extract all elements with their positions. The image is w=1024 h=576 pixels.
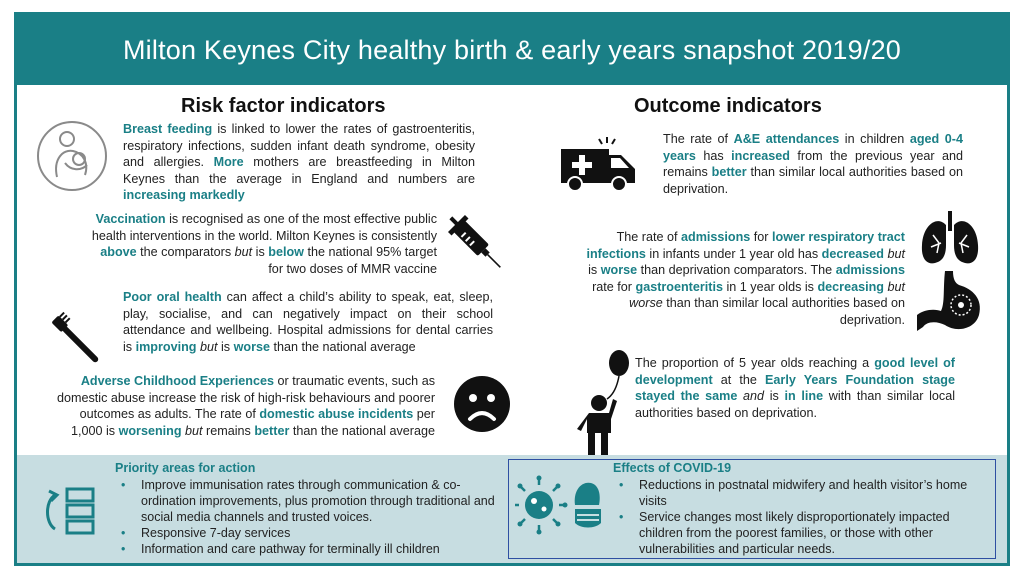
child-balloon-icon [573,347,635,457]
list-item: • Responsive 7-day services [115,525,499,541]
action-list-icon [39,483,99,541]
header-banner [17,15,1007,85]
list-item: • Reductions in postnatal midwifery and health visitor’s home visits [613,477,989,509]
virus-mask-icon [515,475,603,535]
list-item: • Service changes most likely disproportionately impacted children from the poorest families, or those with other vulnerabilities and particular needs. [613,509,989,557]
ace-text: Adverse Childhood Experiences or traumatic events, such as domestic abuse increase the risk of high-risk behaviours and poorer outcomes as adults. The rate of domestic abuse incidents per 1,000 is worsening but remains better than the national average [57,374,436,438]
lungs-icon [919,211,981,267]
breastfeeding-text: Breast feeding is linked to lower the rates of gastroenteritis, respiratory infections, sudden infant death syndrome, obesity and allergies. More mothers are breastfeeding in Milton Keynes than the average in England and numbers are increasing markedly [123,122,475,203]
vaccination-text: Vaccination is recognised as one of the most effective public health interventions in the world. Milton Keynes is consistently above the comparators but is below the national 95% target for two doses of MMR vaccine [91,212,437,276]
risk-section-title: Risk factor indicators [181,95,386,117]
covid-title: Effects of COVID-19 [613,461,732,475]
syringe-icon [447,213,507,275]
admissions-text: The rate of admissions for lower respiratory tract infections in infants under 1 year old has decreased but is worse than deprivation comparators. The admissions rate for gastroenteritis in 1 year olds is decreasing but worse than than similar local authorities based on deprivation. [586,230,905,327]
stomach-icon [913,269,985,335]
ambulance-icon [559,135,639,195]
covid-list [613,477,989,557]
priority-list [115,477,499,557]
breastfeeding-icon [35,119,109,193]
toothbrush-icon [43,307,105,369]
page-title: Milton Keynes City healthy birth & early years snapshot 2019/20 [122,34,901,65]
list-item: • Information and care pathway for terminally ill children [115,541,499,557]
development-text: The proportion of 5 year olds reaching a good level of development at the Early Years Foundation stage stayed the same and is in line with than similar local authorities based on deprivation. [635,356,956,420]
sad-face-icon [453,375,511,433]
oral-health-text: Poor oral health can affect a child’s ability to speak, eat, sleep, play, socialise, and can negatively impact on their school attendance and wellbeing. Hospital admissions for dental carries is improving but is worse than the national average [123,290,493,354]
ae-text: The rate of A&E attendances in children aged 0-4 years has increased from the previous year and remains better than similar local authorities based on deprivation. [663,132,963,196]
outcome-section-title: Outcome indicators [634,95,822,117]
priority-title: Priority areas for action [115,461,256,475]
infographic-frame [14,12,1010,566]
list-item: • Improve immunisation rates through communication & co-ordination improvements, plus promotion through traditional and social media channels and trusted voices. [115,477,499,525]
